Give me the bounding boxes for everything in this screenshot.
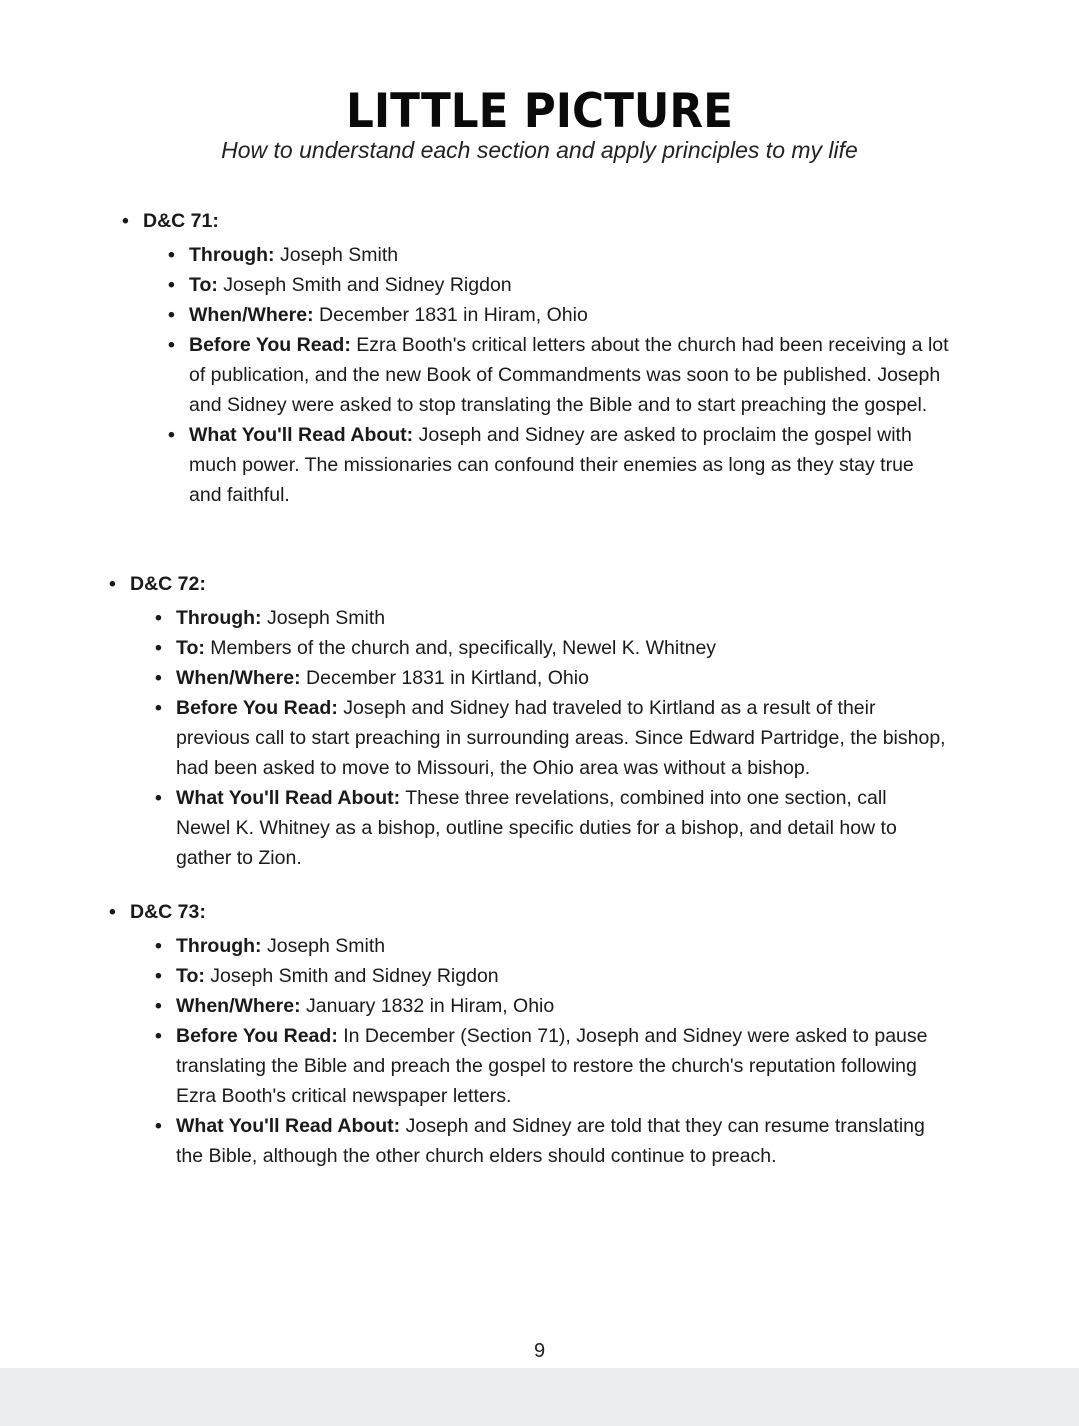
detail-when-where xyxy=(168,300,949,330)
section-heading-text: D&C 73: xyxy=(130,901,206,923)
section-dc-71 xyxy=(122,206,949,510)
detail-label: When/Where: xyxy=(189,304,314,326)
bullet-icon: • xyxy=(168,424,175,446)
bullet-icon: • xyxy=(168,304,175,326)
detail-label: Through: xyxy=(189,244,275,266)
detail-text: Joseph Smith xyxy=(274,244,399,266)
bullet-icon: • xyxy=(155,697,162,719)
detail-to xyxy=(155,633,946,663)
bullet-icon: • xyxy=(155,995,162,1017)
section-dc-73 xyxy=(109,897,943,1171)
bullet-icon: • xyxy=(155,965,162,987)
bullet-icon: • xyxy=(168,334,175,356)
detail-label: To: xyxy=(189,274,218,296)
detail-text: January 1832 in Hiram, Ohio xyxy=(300,995,555,1017)
detail-when-where xyxy=(155,991,946,1021)
bullet-icon: • xyxy=(155,637,162,659)
detail-text: These three revelations, combined into one section, call Newel K. Whitney as a bishop, outline specific duties for a bishop, and detail how to gather to Zion. xyxy=(176,787,897,869)
detail-text: Ezra Booth's critical letters about the church had been receiving a lot of publication, and the new Book of Commandments was soon to be published. Joseph and Sidney were asked to stop translating the Bible and to start preaching the gospel. xyxy=(189,334,949,416)
detail-through xyxy=(155,931,946,961)
detail-before-you-read xyxy=(155,1021,946,1111)
bullet-icon: • xyxy=(155,787,162,809)
detail-to xyxy=(168,270,949,300)
detail-label: What You'll Read About: xyxy=(176,787,401,809)
bullet-icon: • xyxy=(155,607,162,629)
detail-label: Through: xyxy=(176,607,262,629)
section-heading-text: D&C 72: xyxy=(130,573,206,595)
detail-label: Before You Read: xyxy=(176,697,338,719)
section-details xyxy=(155,603,946,873)
section-heading xyxy=(109,897,943,927)
bullet-icon: • xyxy=(122,210,129,232)
bullet-icon: • xyxy=(155,1115,162,1137)
bullet-icon: • xyxy=(109,901,116,923)
detail-when-where xyxy=(155,663,946,693)
page-subtitle: How to understand each section and apply principles to my life xyxy=(221,137,858,163)
detail-through xyxy=(155,603,946,633)
detail-text: Joseph Smith and Sidney Rigdon xyxy=(217,274,512,296)
detail-label: When/Where: xyxy=(176,995,301,1017)
detail-text: December 1831 in Hiram, Ohio xyxy=(313,304,588,326)
viewer-footer-bar xyxy=(0,1368,1079,1426)
detail-label: To: xyxy=(176,637,205,659)
detail-text: Joseph Smith xyxy=(261,607,386,629)
detail-label: Before You Read: xyxy=(176,1025,338,1047)
detail-through xyxy=(168,240,949,270)
detail-before-you-read xyxy=(155,693,946,783)
detail-label: When/Where: xyxy=(176,667,301,689)
bullet-icon: • xyxy=(168,274,175,296)
section-heading xyxy=(109,569,943,599)
bullet-icon: • xyxy=(168,244,175,266)
detail-text: Joseph and Sidney are told that they can resume translating the Bible, although the other church elders should continue to preach. xyxy=(176,1115,925,1167)
section-details xyxy=(168,240,949,510)
section-details xyxy=(155,931,946,1171)
detail-label: Before You Read: xyxy=(189,334,351,356)
bullet-icon: • xyxy=(155,1025,162,1047)
section-heading-text: D&C 71: xyxy=(143,210,219,232)
detail-text: Joseph and Sidney had traveled to Kirtland as a result of their previous call to start preaching in surrounding areas. Since Edward Partridge, the bishop, had been asked to move to Missouri, the Ohio area was without a bishop. xyxy=(176,697,946,779)
bullet-icon: • xyxy=(109,573,116,595)
detail-label: What You'll Read About: xyxy=(176,1115,401,1137)
page-number: 9 xyxy=(533,1340,546,1362)
detail-text: In December (Section 71), Joseph and Sidney were asked to pause translating the Bible and preach the gospel to restore the church's reputation following Ezra Booth's critical newspaper letters. xyxy=(176,1025,928,1107)
detail-label: To: xyxy=(176,965,205,987)
detail-to xyxy=(155,961,946,991)
section-heading xyxy=(122,206,943,236)
detail-text: December 1831 in Kirtland, Ohio xyxy=(300,667,589,689)
detail-text: Joseph Smith and Sidney Rigdon xyxy=(204,965,499,987)
detail-what-youll-read xyxy=(155,1111,946,1171)
detail-text: Members of the church and, specifically, Newel K. Whitney xyxy=(204,637,717,659)
detail-before-you-read xyxy=(168,330,949,420)
detail-label: What You'll Read About: xyxy=(189,424,414,446)
section-dc-72 xyxy=(109,569,946,873)
detail-what-youll-read xyxy=(168,420,949,510)
detail-text: Joseph Smith xyxy=(261,935,386,957)
bullet-icon: • xyxy=(155,667,162,689)
detail-label: Through: xyxy=(176,935,262,957)
detail-text: Joseph and Sidney are asked to proclaim the gospel with much power. The missionaries can confound their enemies as long as they stay true and faithful. xyxy=(189,424,914,506)
bullet-icon: • xyxy=(155,935,162,957)
detail-what-youll-read xyxy=(155,783,946,873)
page-title: LITTLE PICTURE xyxy=(346,84,733,139)
